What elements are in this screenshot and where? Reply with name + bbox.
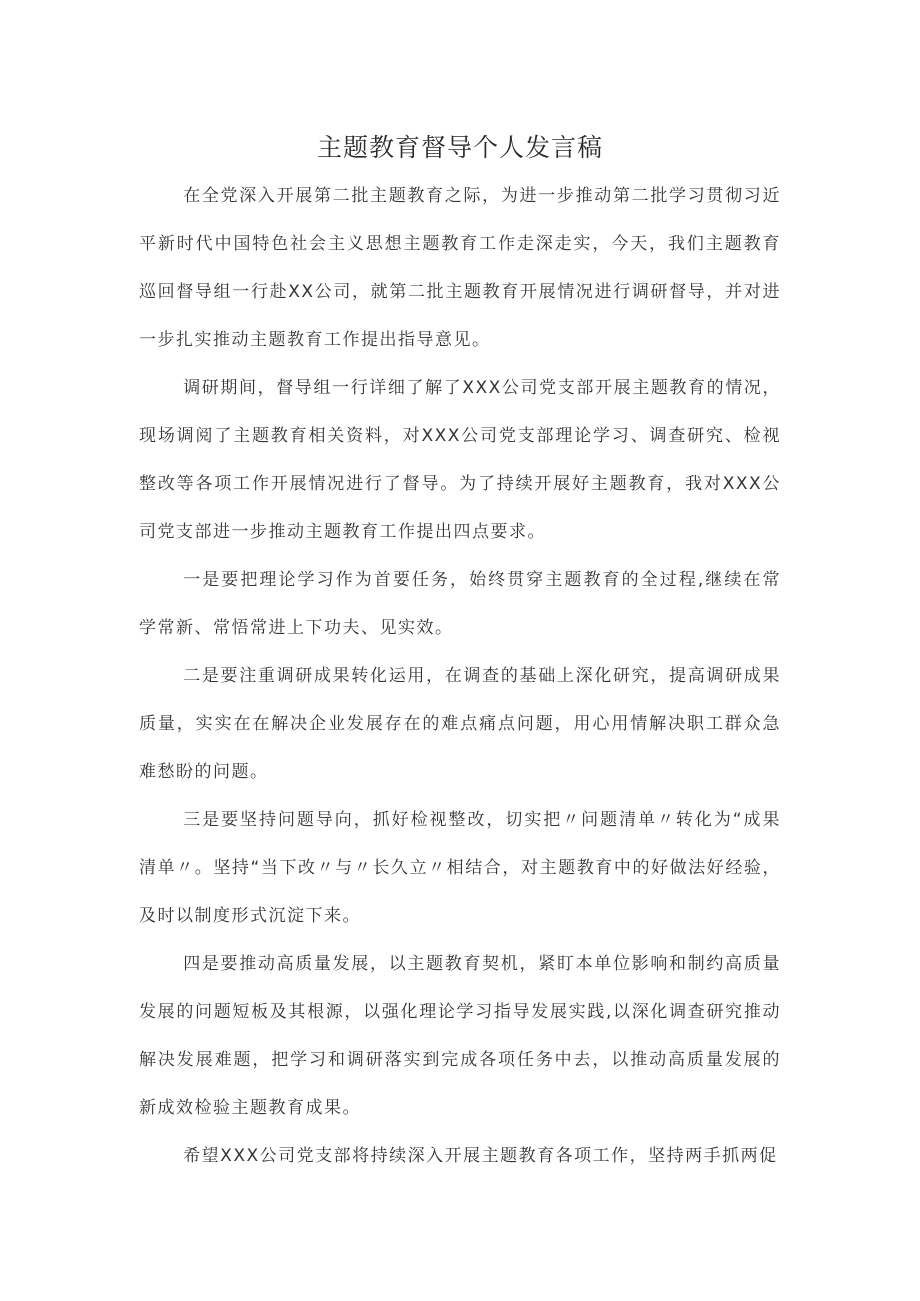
- document-title: 主题教育督导个人发言稿: [316, 133, 603, 162]
- paragraph-research: 调研期间，督导组一行详细了解了XXX公司党支部开展主题教育的情况，现场调阅了主题教育相关资料，对XXX公司党支部理论学习、调查研究、检视整改等各项工作开展情况进行了督导。为了持续开展好主题教育，我对XXX公司党支部进一步推动主题教育工作提出四点要求。: [139, 378, 781, 542]
- document-body: [139, 172, 781, 1180]
- paragraph-requirement-4: 四是要推动高质量发展，以主题教育契机，紧盯本单位影响和制约高质量发展的问题短板及其根源，以强化理论学习指导发展实践,以深化调查研究推动解决发展难题，把学习和调研落实到完成各项任务中去，以推动高质量发展的新成效检验主题教育成果。: [139, 954, 781, 1118]
- paragraph-requirement-3: 三是要坚持问题导向，抓好检视整改，切实把〃问题清单〃转化为“成果清单〃。坚持“当下改〃与〃长久立〃相结合，对主题教育中的好做法好经验，及时以制度形式沉淀下来。: [139, 810, 781, 926]
- paragraph-closing: 希望XXX公司党支部将持续深入开展主题教育各项工作，坚持两手抓两促: [183, 1146, 778, 1166]
- paragraph-requirement-2: 二是要注重调研成果转化运用，在调查的基础上深化研究，提高调研成果质量，实实在在解决企业发展存在的难点痛点问题，用心用情解决职工群众急难愁盼的问题。: [139, 666, 781, 782]
- paragraph-requirement-1: 一是要把理论学习作为首要任务，始终贯穿主题教育的全过程,继续在常学常新、常悟常进上下功夫、见实效。: [139, 570, 781, 638]
- paragraph-intro: 在全党深入开展第二批主题教育之际，为进一步推动第二批学习贯彻习近平新时代中国特色社会主义思想主题教育工作走深走实，今天，我们主题教育巡回督导组一行赴XX公司，就第二批主题教育开展情况进行调研督导，并对进一步扎实推动主题教育工作提出指导意见。: [139, 186, 781, 350]
